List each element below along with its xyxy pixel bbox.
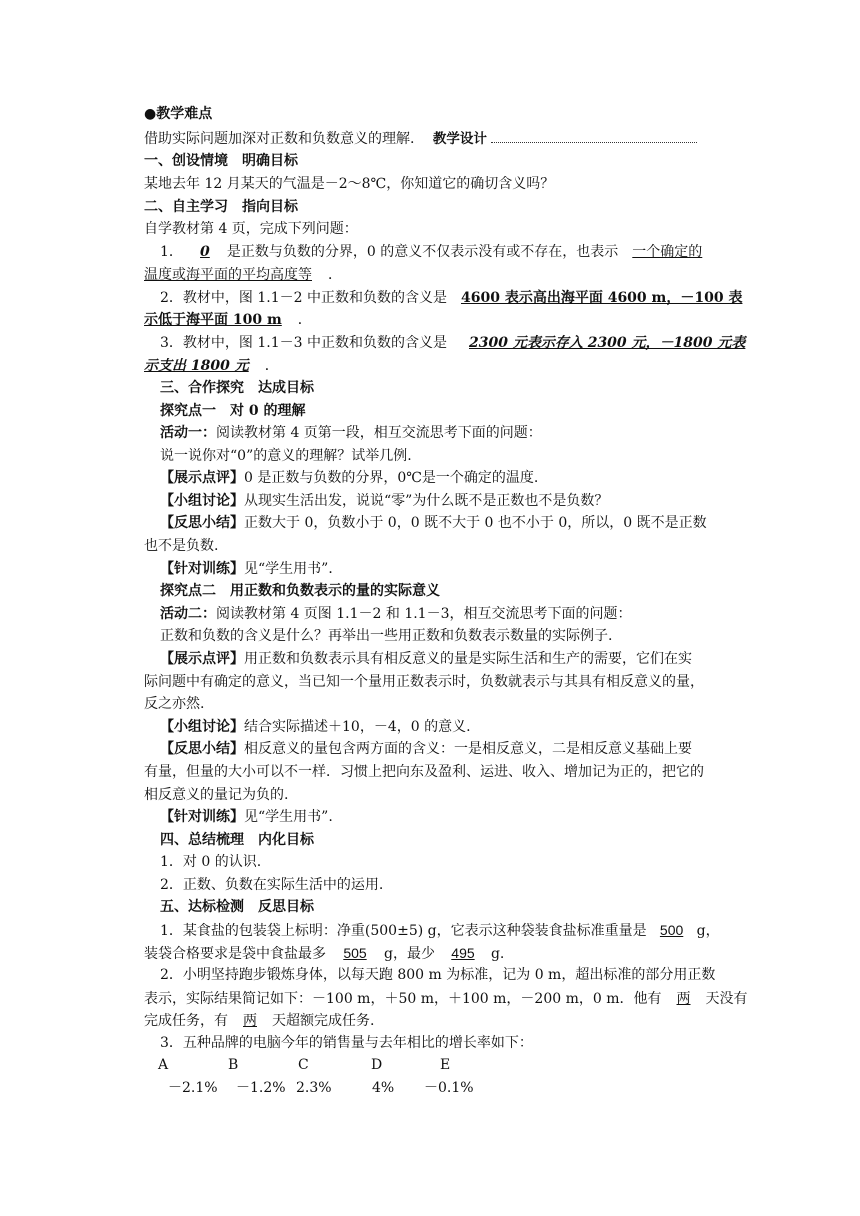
difficulty-text: 借助实际问题加深对正数和负数意义的理解. <box>144 131 415 147</box>
question-2-line-1 <box>160 287 742 309</box>
question-2-end: ． <box>297 312 312 328</box>
exercise-2-text-c-end: 天超额完成任务. <box>272 1013 375 1029</box>
question-1-line-1 <box>160 241 702 263</box>
exercise-1-answer-2: 505 <box>343 945 367 961</box>
exercise-1-answer-3: 495 <box>451 945 475 961</box>
review-2-text-a: 用正数和负数表示具有相反意义的量是实际生活和生产的需要，它们在实 <box>244 651 692 667</box>
section-4-title: 四、总结梳理 内化目标 <box>160 832 314 848</box>
exercise-2-line-2 <box>144 987 748 1010</box>
rate-d: 4% <box>372 1080 395 1096</box>
question-2-answer-b: 示低于海平面 100 m <box>144 312 282 328</box>
design-label: 教学设计 <box>432 131 487 147</box>
point-2-title: 探究点二 用正数和负数表示的量的实际意义 <box>160 583 440 599</box>
group-1-text: 从现实生活出发，说说“零”为什么既不是正数也不是负数？ <box>244 493 609 509</box>
reflect-2-label: 【反思小结】 <box>160 741 244 757</box>
reflect-2-text-c: 相反意义的量记为负的. <box>144 787 289 803</box>
question-3-answer-b: 示支出 1800 元 <box>144 358 249 374</box>
reflect-1-line-1 <box>160 512 707 534</box>
training-2-text: 见“学生用书”. <box>244 809 333 825</box>
section-1-title: 一、创设情境 明确目标 <box>144 153 298 169</box>
question-1-text: 是正数与负数的分界，0 的意义不仅表示没有或不存在，也表示 <box>226 244 619 260</box>
exercise-2-line-3 <box>144 1009 374 1032</box>
exercise-1-unit-1: g， <box>696 923 720 939</box>
review-1-text: 0 是正数与负数的分界，0℃是一个确定的温度. <box>244 470 539 486</box>
question-3-answer-a: 2300 元表示存入 2300 元，－1800 元表 <box>468 335 746 351</box>
activity-1-line <box>160 422 542 444</box>
design-dotted-line <box>491 128 697 143</box>
activity-2-question: 正数和负数的含义是什么？再举出一些用正数和负数表示数量的实际例子. <box>160 628 613 644</box>
group-2-label: 【小组讨论】 <box>160 719 244 735</box>
training-1-label: 【针对训练】 <box>160 561 244 577</box>
question-2-answer-a: 4600 表示高出海平面 4600 m，－100 表 <box>460 290 743 306</box>
brand-e: E <box>440 1057 451 1073</box>
question-3-line-2 <box>144 355 279 377</box>
review-2-text-b: 际问题中有确定的意义，当已知一个量用正数表示时，负数就表示与其具有相反意义的量， <box>144 674 704 690</box>
question-1-answer-1: 0 <box>200 244 210 260</box>
review-2-line-1 <box>160 648 692 670</box>
difficulty-line <box>144 128 697 150</box>
point-1-title: 探究点一 对 0 的理解 <box>160 403 306 419</box>
section-3-title: 三、合作探究 达成目标 <box>160 380 314 396</box>
group-1-line <box>160 490 608 512</box>
brand-d: D <box>371 1057 383 1073</box>
exercise-3-line: 3．五种品牌的电脑今年的销售量与去年相比的增长率如下： <box>160 1035 533 1051</box>
question-3-text: 3．教材中，图 1.1－3 中正数和负数的含义是 <box>160 335 447 351</box>
group-2-text: 结合实际描述＋10，－4，0 的意义. <box>244 719 471 735</box>
exercise-2-answer-1: 两 <box>676 990 691 1006</box>
section-1-text: 某地去年 12 月某天的气温是－2～8℃，你知道它的确切含义吗？ <box>144 176 555 192</box>
brand-c: C <box>298 1057 309 1073</box>
activity-1-text: 阅读教材第 4 页第一段，相互交流思考下面的问题： <box>216 425 542 441</box>
question-3-end: ． <box>264 358 279 374</box>
question-3-line-1 <box>160 332 745 354</box>
rate-c: 2.3% <box>296 1080 332 1096</box>
exercise-1-line-2-text: 装袋合格要求是袋中食盐最多 <box>144 946 326 962</box>
difficulty-title: ●教学难点 <box>144 106 213 122</box>
activity-1-question: 说一说你对“0”的意义的理解？试举几例. <box>160 448 412 464</box>
question-1-number: 1． <box>160 244 183 260</box>
exercise-1-mid: g，最少 <box>384 946 435 962</box>
training-2-line <box>160 806 333 828</box>
question-2-text: 2．教材中，图 1.1－2 中正数和负数的含义是 <box>160 290 447 306</box>
training-2-label: 【针对训练】 <box>160 809 244 825</box>
exercise-1-line-1 <box>160 919 720 942</box>
exercise-2-text-b-end: 天没有 <box>705 991 748 1007</box>
exercise-1-line-2 <box>144 942 504 965</box>
training-1-text: 见“学生用书”． <box>244 561 343 577</box>
training-1-line <box>160 558 342 580</box>
rate-b: －1.2% <box>236 1080 286 1096</box>
exercise-1-text: 1．某食盐的包装袋上标明：净重(500±5) g，它表示这种袋装食盐标准重量是 <box>160 923 647 939</box>
question-1-end: ． <box>328 267 342 283</box>
reflect-1-text-a: 正数大于 0，负数小于 0，0 既不大于 0 也不小于 0，所以，0 既不是正数 <box>244 515 707 531</box>
reflect-1-label: 【反思小结】 <box>160 515 244 531</box>
brand-b: B <box>228 1057 239 1073</box>
rate-e: －0.1% <box>424 1080 474 1096</box>
section-4-item-1: 1．对 0 的认识. <box>160 854 262 870</box>
question-2-line-2 <box>144 309 312 331</box>
review-1-line <box>160 467 538 489</box>
exercise-1-answer-1: 500 <box>659 922 684 938</box>
review-2-text-c: 反之亦然. <box>144 696 205 712</box>
rate-a: －2.1% <box>168 1080 218 1096</box>
reflect-2-line-1 <box>160 738 692 760</box>
activity-2-line <box>160 603 632 625</box>
activity-1-label: 活动一： <box>160 425 216 441</box>
exercise-2-answer-2: 两 <box>243 1012 257 1028</box>
exercise-2-line-1: 2．小明坚持跑步锻炼身体，以每天跑 800 m 为标准，记为 0 m，超出标准的部分用正数 <box>160 967 716 983</box>
review-1-label: 【展示点评】 <box>160 470 244 486</box>
review-2-label: 【展示点评】 <box>160 651 244 667</box>
exercise-2-text-c: 完成任务，有 <box>144 1013 228 1029</box>
question-1-answer-2b: 温度或海平面的平均高度等 <box>144 267 312 283</box>
section-5-title: 五、达标检测 反思目标 <box>160 899 314 915</box>
question-1-answer-2a: 一个确定的 <box>632 244 703 260</box>
group-1-label: 【小组讨论】 <box>160 493 244 509</box>
reflect-2-text-b: 有量，但量的大小可以不一样．习惯上把向东及盈利、运进、收入、增加记为正的，把它的 <box>144 764 704 780</box>
section-2-title: 二、自主学习 指向目标 <box>144 199 298 215</box>
reflect-1-text-b: 也不是负数. <box>144 538 219 554</box>
activity-2-text: 阅读教材第 4 页图 1.1－2 和 1.1－3，相互交流思考下面的问题： <box>216 606 632 622</box>
exercise-2-text-b: 表示，实际结果简记如下：－100 m，＋50 m，＋100 m，－200 m，0 m．他有 <box>144 991 662 1007</box>
reflect-2-text-a: 相反意义的量包含两方面的含义：一是相反意义，二是相反意义基础上要 <box>244 741 692 757</box>
exercise-1-unit-3: g. <box>490 946 505 962</box>
group-2-line <box>160 716 471 738</box>
activity-2-label: 活动二： <box>160 606 216 622</box>
section-2-text: 自学教材第 4 页，完成下列问题： <box>144 221 358 237</box>
section-4-item-2: 2．正数、负数在实际生活中的运用. <box>160 877 384 893</box>
question-1-line-2 <box>144 264 342 286</box>
brand-a: A <box>158 1057 169 1073</box>
